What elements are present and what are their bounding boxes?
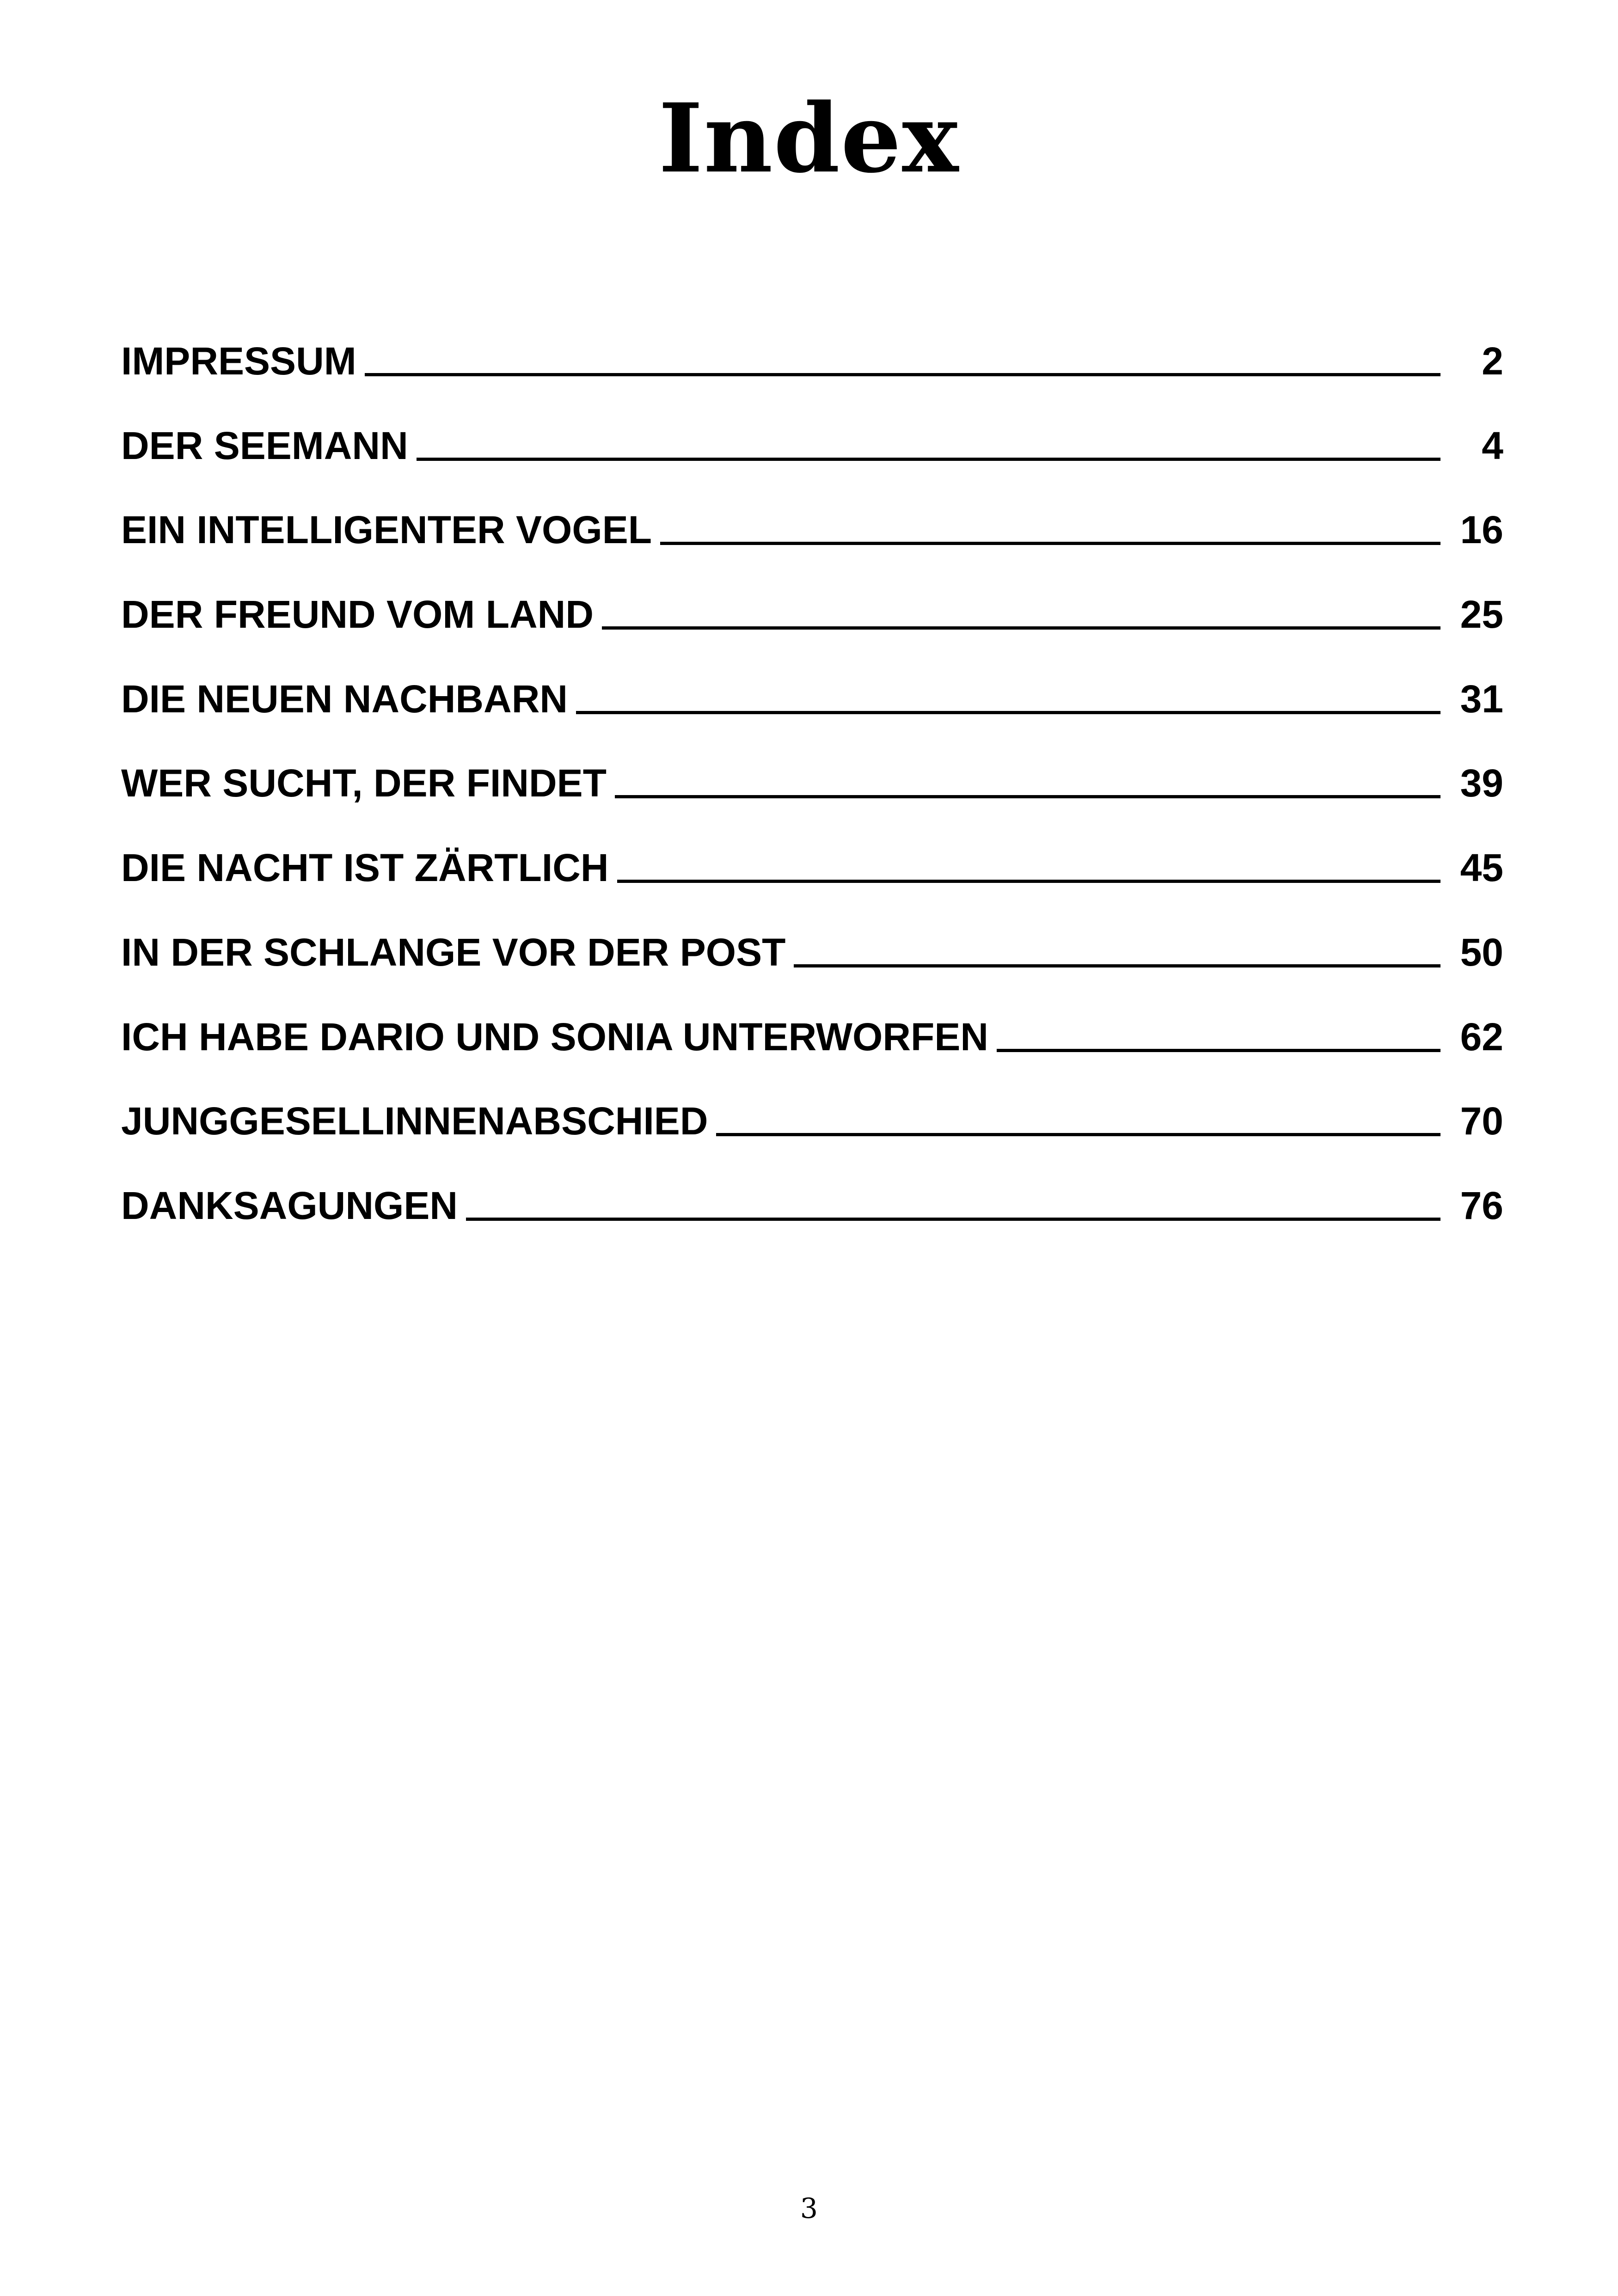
page-title: Index xyxy=(658,83,960,194)
toc-entry-title: IN DER SCHLANGE VOR DER POST xyxy=(121,930,786,974)
toc-entry-page: 31 xyxy=(1460,677,1503,721)
toc-leader-line xyxy=(365,373,1440,376)
toc-entry-title: IMPRESSUM xyxy=(121,339,356,383)
toc-entry-page: 70 xyxy=(1460,1099,1503,1143)
toc-entry xyxy=(121,910,1503,995)
toc-entry xyxy=(121,404,1503,488)
toc-entry-page: 4 xyxy=(1482,423,1503,467)
toc-entry xyxy=(121,488,1503,572)
toc-entry-title: ICH HABE DARIO UND SONIA UNTERWORFEN xyxy=(121,1015,989,1059)
toc-leader-line xyxy=(602,626,1440,630)
toc-leader-line xyxy=(660,542,1440,545)
toc-entry xyxy=(121,995,1503,1079)
toc-entry-page: 2 xyxy=(1482,339,1503,383)
toc-entry-title: DIE NACHT IST ZÄRTLICH xyxy=(121,846,609,890)
toc-leader-line xyxy=(466,1218,1440,1221)
toc-entry-title: DER SEEMANN xyxy=(121,423,408,467)
toc-entry xyxy=(121,1163,1503,1248)
toc-entry-title: DER FREUND VOM LAND xyxy=(121,593,594,637)
toc-entry-page: 39 xyxy=(1460,761,1503,805)
toc-entry xyxy=(121,657,1503,741)
toc-entry-title: EIN INTELLIGENTER VOGEL xyxy=(121,508,652,552)
toc-entry-page: 25 xyxy=(1460,593,1503,637)
toc-leader-line xyxy=(794,964,1440,967)
toc-entry xyxy=(121,741,1503,826)
toc-entry-page: 45 xyxy=(1460,846,1503,890)
toc-leader-line xyxy=(716,1133,1440,1136)
toc-entry-title: WER SUCHT, DER FINDET xyxy=(121,761,607,805)
toc-entry xyxy=(121,1079,1503,1163)
toc-leader-line xyxy=(615,795,1440,798)
table-of-contents xyxy=(121,319,1503,1248)
toc-entry-title: DIE NEUEN NACHBARN xyxy=(121,677,568,721)
toc-leader-line xyxy=(617,880,1440,883)
toc-leader-line xyxy=(576,711,1440,714)
toc-entry-title: JUNGGESELLINNENABSCHIED xyxy=(121,1099,708,1143)
toc-entry-page: 50 xyxy=(1460,930,1503,974)
toc-entry xyxy=(121,319,1503,404)
toc-leader-line xyxy=(997,1049,1440,1052)
toc-entry xyxy=(121,826,1503,910)
toc-entry-title: DANKSAGUNGEN xyxy=(121,1183,458,1227)
toc-entry xyxy=(121,572,1503,657)
toc-entry-page: 76 xyxy=(1460,1183,1503,1227)
toc-entry-page: 62 xyxy=(1460,1015,1503,1059)
toc-leader-line xyxy=(417,458,1440,461)
page-number: 3 xyxy=(800,2192,818,2225)
toc-entry-page: 16 xyxy=(1460,508,1503,552)
